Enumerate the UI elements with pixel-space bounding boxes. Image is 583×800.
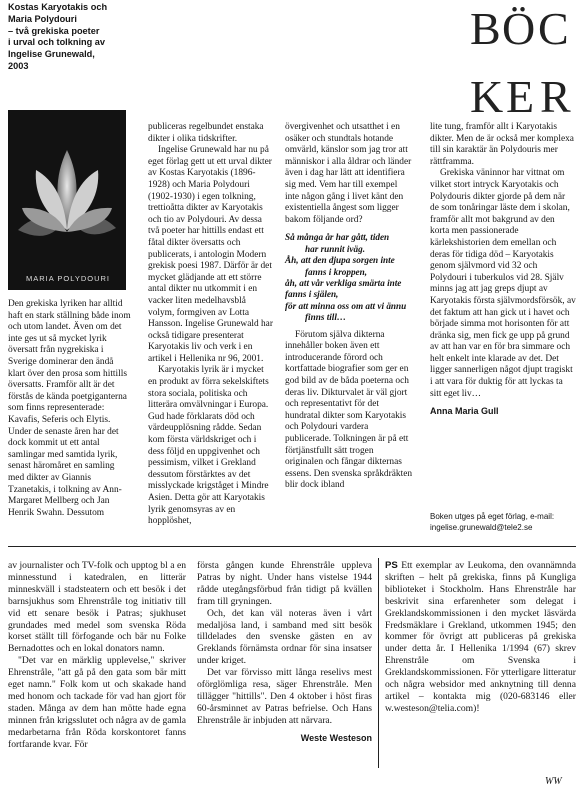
paragraph: Ingelise Grunewald har nu på eget förlag gett ut ett urval dikter av Kostas Karyotakis (1896-1928) och Maria Polydouri (1902-1930) i egen tolkning, trettioåtta dikter av Karyotakis och tio av Polydouri. Av dessa två poeter har hittills endast ett fåtal dikter översatts och publicerats, i antologin Modern grekisk poesi 1987. Därför är det mycket glädjande att ett större antal dikter nu utkommit i en vacker liten medelhavsblå volym, formgiven av Lotta Hansson. Ingelise Grunewald har också tidigare presenterat Karyotakis liv och verk i en artikel i Hellenika nr 96, 2001. xyxy=(148,145,273,364)
paragraph: "Det var en märklig upplevelse," skriver Ehrenstråle, "att gå på den gata som bär mitt eget namn." Folk kom ut och skakade hand med honom och tackade för vad han gjort för staden. Många av dem han mötte hade egna minnen från krigsslutet och några av de gamla medarbetarna från Röda korskontoret fanns fortfarande kvar. För xyxy=(8,655,186,750)
paragraph: Grekiska väninnor har vittnat om vilket stort intryck Karyotakis och Polydouris dikter gjorde på dem när de som tonåringar läste dem i skolan, framför allt mot bakgrund av den korta men passionerade kärlekshistorien dem emellan och deras för tidiga död – Karyotakis genom självmord vid 32 och Polydouri i tuberkulos vid 28. Själv minns jag att jag greps djupt av Karyotakis första självmordsförsök, av det faktum att han gick ut i havet och började simma mot horisonten för att dränka sig, men fick ge upp på grund av att han var en för bra simmare och helt enkelt inte klarade av det. Det ligger sannerligen något djupt tragiskt i att vara för duktig för att lyckas ta sitt eget liv… xyxy=(430,168,576,399)
paragraph: första gången kunde Ehrenstråle uppleva Patras by night. Under hans vistelse 1944 rådde utegångsförbud från tidigt på kvällen fram till gryningen. xyxy=(197,560,372,607)
bottom-column-1 xyxy=(8,560,186,751)
lotus-flower-illustration xyxy=(8,110,126,290)
header-line: Ingelise Grunewald, xyxy=(8,49,95,60)
book-cover-title: MARIA POLYDOURI xyxy=(25,274,111,283)
logo-letter-e: E xyxy=(506,71,535,116)
paragraph: lite tung, framför allt i Karyotakis dikter. Men de är också mer komplexa till sin karaktär än Polydouris mer rättframma. xyxy=(430,122,574,167)
paragraph: publiceras regelbundet enstaka dikter i olika tidskrifter. xyxy=(148,122,264,144)
publisher-note xyxy=(430,512,576,533)
poem-line: finns till… xyxy=(305,312,347,323)
note-line: ingelise.grunewald@tele2.se xyxy=(430,522,533,532)
paragraph: Och, det kan väl noteras även i vårt medaljösa land, i samband med sitt besök tilldelades den svenske gästen en av Greklands förnämsta ordnar för sina insatser under kriget. xyxy=(197,607,372,667)
logo-letter-k: K xyxy=(470,71,504,116)
logo-letter-o: Ö xyxy=(502,4,536,54)
paragraph: Förutom själva dikterna innehåller boken även ett introducerande förord och kortfattade biografier som ger en god bild av de båda poeterna och deras liv. Dikturvalet är väl gjort och representativt för det hundratal dikter som Karyotakis och Polydouri vardera publicerade. Tolkningen är på ett förtjänstfullt sätt trogen originalen och fångar dikternas essens. Den svenska språkdräkten blir dock ibland xyxy=(285,329,413,491)
logo-letter-b: B xyxy=(470,4,501,54)
bottom-column-3-ps xyxy=(385,560,576,715)
poem-line: åh, att vår verkliga smärta inte fanns i själen, xyxy=(285,277,402,300)
column-divider xyxy=(378,558,379,768)
ps-text: Ett exemplar av Leukoma, den ovannämnda skriften – helt på grekiska, finns på Kungliga biblioteket i Stockholm. Hans Ehrenstråle har beskrivit sina erfarenheter som delegat i Greklandskommissionen i den mycket läsvärda Fredsmäklare i Grekland, utkommen 1945; den kommer för övrigt att publiceras på grekiska under detta år. I Hellenika 1/1994 (67) skrev Ehrenstråle om Svenska i Greklandskommissionen. För ytterligare litteratur och några websidor med anknytning till denna artikel – kontakta mig (020-683146 eller w.westeson@telia.com)! xyxy=(385,560,576,714)
logo-letter-r: R xyxy=(540,71,571,116)
paragraph: av journalister och TV-folk och upptog bl a en minnesstund i katedralen, en litterär minneskväll i stadsteatern och ett besök i det barnsjukhus som Ehrenstråle tog initiativ till vid ett senare besök i Patras; sjukhuset grundades med medel som svenska Röda korset ställt till förfogande och bär nu Folke Bernadottes och en lokal donators namn. xyxy=(8,560,186,655)
bottom-column-2 xyxy=(197,560,372,745)
poem-quote xyxy=(285,232,413,323)
article-header xyxy=(8,2,156,73)
column-2 xyxy=(148,122,274,528)
poem-line: Åh, att den djupa sorgen inte xyxy=(285,255,395,266)
poem-line: fanns i kroppen, xyxy=(305,266,368,277)
logo-letter-c: C xyxy=(538,4,569,54)
author-signature: Weste Westeson xyxy=(300,732,372,743)
paragraph: Karyotakis lyrik är i mycket en produkt av förra sekelskiftets stora sociala, politiska och litterära omvälvningar i Europa. Gud hade förklarats död och värdeupplösning rådde. Sedan kom första världskriget och i dess följd en uppgivenhet och pessimism, vilket i Grekland dessutom förstärktes av det misslyckade krigståget i Mindre Asien. Detta gör att Karyotakis lyrik genomsyras av en hopplöshet, xyxy=(148,365,269,527)
poem-line: har runnit iväg. xyxy=(305,243,365,254)
column-1 xyxy=(8,299,132,519)
author-signature: Anna Maria Gull xyxy=(430,406,499,417)
section-logo-bocker xyxy=(468,4,578,116)
section-divider xyxy=(8,546,576,547)
paragraph: övergivenhet och utsatthet i en osäker och stundtals hotande omvärld, känslor som jag tror att människor i alla åldrar och länder även i dag har lätt att identifiera sig med. Vem har till exempel inte någon gång i livet känt den existentiella ångest som ligger bakom följande ord? xyxy=(285,122,412,225)
paragraph: Det var förvisso mitt långa reselivs mest oförglömliga resa, säger Ehrenstråle. Men tillägger "hittills". Den 4 oktober i höst firas 60-årsminnet av Patras befrielse. Och Hans Ehrenstråle är inbjuden att närvara. xyxy=(197,667,372,726)
header-line: Maria Polydouri xyxy=(8,13,77,24)
poem-line: Så många år har gått, tiden xyxy=(285,232,390,243)
paragraph xyxy=(385,560,576,715)
book-cover-image xyxy=(8,110,126,290)
header-line: – två grekiska poeter xyxy=(8,25,100,36)
header-line: 2003 xyxy=(8,60,29,71)
header-line: Kostas Karyotakis och xyxy=(8,2,108,12)
header-line: i urval och tolkning av xyxy=(8,37,105,48)
column-3 xyxy=(285,122,413,492)
ps-label: PS xyxy=(385,560,398,571)
poem-line: för att minna oss om att vi ännu xyxy=(285,300,407,311)
note-line: Boken utges på eget förlag, e-mail: xyxy=(430,512,555,521)
author-initials: WW xyxy=(545,776,562,787)
paragraph: Den grekiska lyriken har alltid haft en stark ställning både inom och utom landet. Även om det inte ges ut så mycket lyrik översatt från nygrekiska i Sverige dominerar den ändå klart över den prosa som hittills översatts. Framför allt är det förstås de kända poetgiganterna som finns representerade: Kavafis, Seferis och Elytis. Under de senaste åren har det dock kommit ut ett antal samlingar med samtida lyrik, senast häromåret en samling med dikter av Giannis Tzanetakis, i tolkning av Ann-Margaret Mellberg och Jan Henrik Swahn. Dessutom xyxy=(8,299,131,518)
column-4 xyxy=(430,122,576,418)
